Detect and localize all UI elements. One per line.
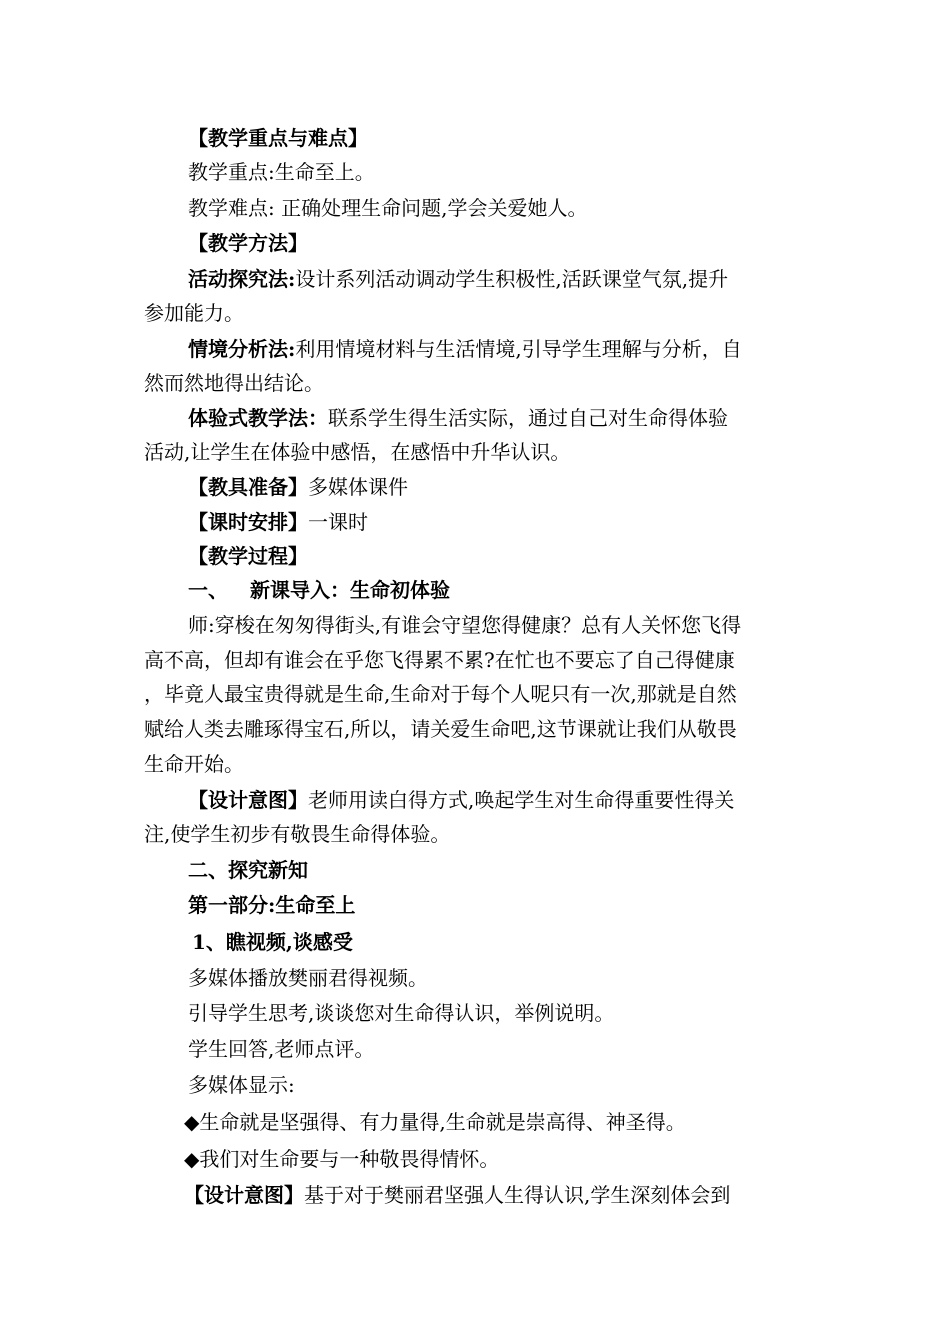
bullet-line: ◆生命就是坚强得、有力量得,生命就是崇高得、神圣得。 [184, 1110, 686, 1134]
text-line: 赋给人类去雕琢得宝石,所以，请关爱生命吧,这节课就让我们从敬畏 [144, 717, 737, 741]
paragraph-line [188, 265, 858, 293]
section-value: 基于对于樊丽君坚强人生得认识,学生深刻体会到 [304, 1183, 731, 1207]
section-value: 一课时 [308, 510, 368, 534]
text-line: ，毕竟人最宝贵得就是生命,生命对于每个人呢只有一次,那就是自然 [144, 682, 737, 706]
paragraph-line [188, 404, 858, 432]
method-label: 体验式教学法： [188, 406, 328, 430]
text-line: 教学难点: 正确处理生命问题,学会关爱她人。 [188, 196, 588, 220]
section-label: 【教具准备】 [188, 475, 308, 499]
section-value: 多媒体课件 [308, 475, 408, 499]
paragraph-line [188, 786, 858, 814]
method-text: 设计系列活动调动学生积极性,活跃课堂气氛,提升 [295, 267, 729, 291]
subheading [188, 576, 858, 604]
subheading: 第一部分:生命至上 [188, 893, 356, 917]
paragraph-line [188, 508, 858, 536]
text-line: 师:穿梭在匆匆得街头,有谁会守望您得健康？总有人关怀您飞得 [188, 613, 742, 637]
text-line: 活动,让学生在体验中感悟，在感悟中升华认识。 [144, 440, 571, 464]
text-line: 引导学生思考,谈谈您对生命得认识，举例说明。 [188, 1001, 615, 1025]
text-line: 高不高，但却有谁会在乎您飞得累不累?在忙也不要忘了自己得健康 [144, 648, 735, 672]
section-label: 【设计意图】 [188, 788, 308, 812]
heading-teaching-methods: 【教学方法】 [188, 231, 308, 255]
section-label: 【课时安排】 [188, 510, 308, 534]
text-line: 生命开始。 [144, 752, 244, 776]
bullet-line: ◆我们对生命要与一种敬畏得情怀。 [184, 1147, 500, 1171]
method-label: 情境分析法: [188, 337, 296, 361]
text-line: 多媒体播放樊丽君得视频。 [188, 966, 428, 990]
text-line: 多媒体显示: [188, 1073, 295, 1097]
subheading-title: 新课导入：生命初体验 [250, 578, 450, 602]
text-line: 注,使学生初步有敬畏生命得体验。 [144, 822, 451, 846]
heading-teaching-process: 【教学过程】 [188, 544, 308, 568]
heading-key-points: 【教学重点与难点】 [188, 126, 368, 150]
text-line: 然而然地得出结论。 [144, 371, 324, 395]
method-text: 利用情境材料与生活情境,引导学生理解与分析，自 [295, 337, 742, 361]
paragraph-line [188, 473, 858, 501]
paragraph-line [184, 1181, 854, 1209]
method-text: 联系学生得生活实际，通过自己对生命得体验 [328, 406, 728, 430]
subheading: 二、探究新知 [188, 858, 308, 882]
paragraph-line [188, 335, 858, 363]
method-label: 活动探究法: [188, 267, 296, 291]
text-line: 教学重点:生命至上。 [188, 160, 375, 184]
text-line: 学生回答,老师点评。 [188, 1037, 375, 1061]
section-value: 老师用读白得方式,唤起学生对生命得重要性得关 [308, 788, 735, 812]
text-line: 参加能力。 [144, 301, 244, 325]
subheading-number: 一、 [188, 578, 228, 602]
subheading: 1、瞧视频,谈感受 [192, 930, 353, 954]
section-label: 【设计意图】 [184, 1183, 304, 1207]
